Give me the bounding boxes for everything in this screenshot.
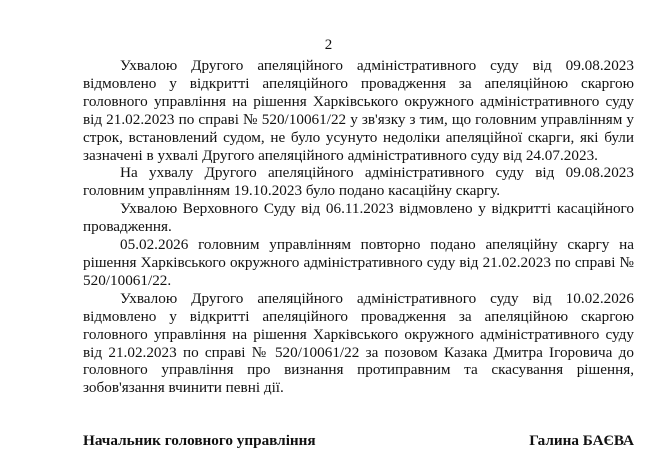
document-body: [83, 57, 634, 397]
paragraph-appeal-refusal-2023: Ухвалою Другого апеляційного адміністративного суду від 09.08.2023 відмовлено у відкритті апеляційного провадження за апеляційною скаргою головного управління на рішення Харківського окружного адміністративного суду від 21.02.2023 по справі № 520/10061/22 у зв'язку з тим, що головним управлінням у строк, встановлений судом, не було усунуто недоліки апеляційної скарги, які були зазначені в ухвалі Другого апеляційного адміністративного суду від 24.07.2023.: [83, 57, 634, 164]
signatory-name: Галина БАЄВА: [529, 432, 634, 449]
paragraph-appeal-refusal-2026: Ухвалою Другого апеляційного адміністративного суду від 10.02.2026 відмовлено у відкритті апеляційного провадження за апеляційною скаргою головного управління на рішення Харківського окружного адміністративного суду від 21.02.2023 по справі № 520/10061/22 за позовом Казака Дмитра Ігоровича до головного управління про визнання протиправним та скасування рішення, зобов'язання вчинити певні дії.: [83, 289, 634, 397]
paragraph-supreme-court-refusal: Ухвалою Верховного Суду від 06.11.2023 відмовлено у відкритті касаційного провадження.: [83, 200, 634, 236]
paragraph-cassation-filed: На ухвалу Другого апеляційного адміністративного суду від 09.08.2023 головним управлінням 19.10.2023 було подано касаційну скаргу.: [83, 164, 634, 200]
signatory-position: Начальник головного управління: [83, 432, 316, 449]
page-number: 2: [324, 37, 333, 53]
paragraph-repeat-appeal-2026: 05.02.2026 головним управлінням повторно подано апеляційну скаргу на рішення Харківського окружного адміністративного суду від 21.02.2023 по справі № 520/10061/22.: [83, 236, 634, 289]
